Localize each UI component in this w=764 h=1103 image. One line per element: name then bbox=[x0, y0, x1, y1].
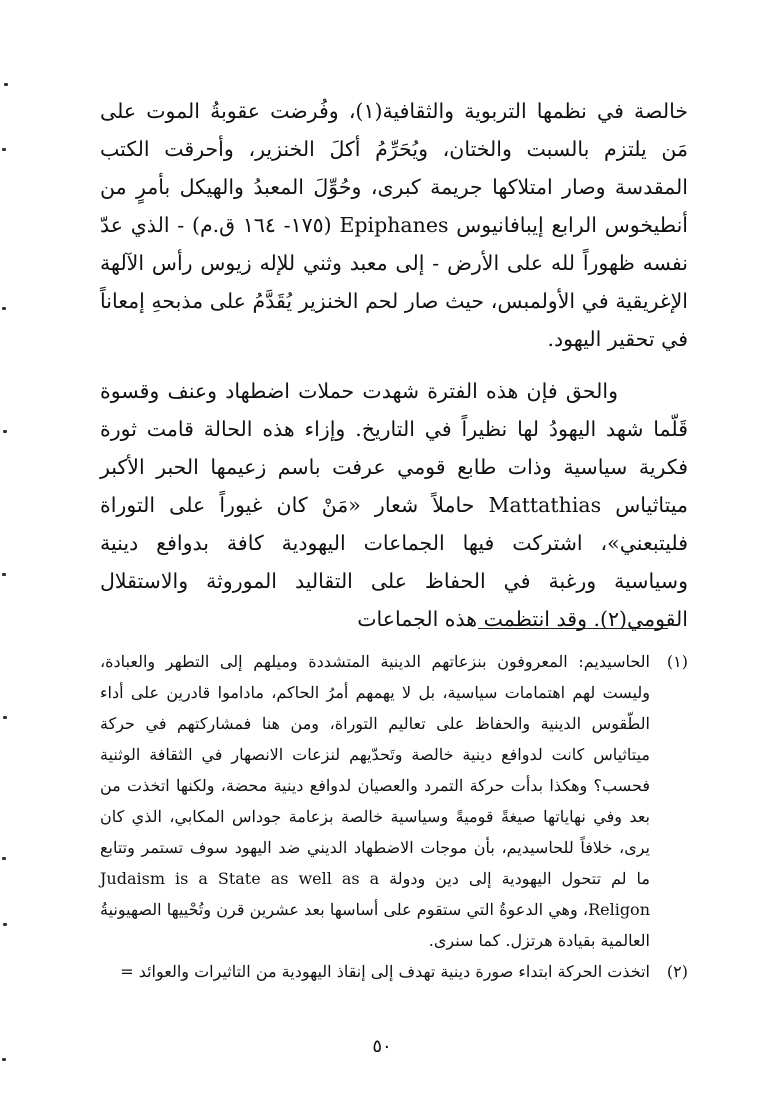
footnote-1-text: الحاسيديم: المعروفون بنزعاتهم الدينية المتشددة وميلهم إلى التطهر والعبادة، وليست لهم اهتمامات سياسية، بل لا يهمهم أمرُ الحاكم، ماداموا قادرين على أداء الطّقوس الدينية والحفاظ على تعاليم التوراة، ومن هنا فمشاركتهم في حركة ميتاثياس كانت لدوافع دينية خالصة وتَحدّيهم لنزعات الانصهار في الثقافة الوثنية فحسب؟ وهكذا بدأت حركة التمرد والعصيان لدوافع دينية محضة، ولكنها اتخذت من بعد وفي نهاياتها صيغةً قوميةً وسياسية خالصة بزعامة جوداس المكابي، الذي كان يرى، خلافاً للحاسيديم، بأن موجات الاضطهاد الديني ضد اليهود سوف تستمر وتتابع ما لم تتحول اليهودية إلى دين ودولة Judaism is a State as well as a Religon، وهي الدعوةُ التي ستقوم على أساسها بعد عشرين قرن وتُحْييها الصهيونيةُ العالمية بقيادة هرتزل. كما سنرى. bbox=[100, 652, 650, 950]
margin-mark bbox=[2, 857, 6, 860]
footnote-1-number: (١) bbox=[666, 652, 688, 671]
paragraph-2: والحق فإن هذه الفترة شهدت حملات اضطهاد وعنف وقسوة قَلّما شهد اليهودُ لها نظيراً في التاريخ. وإزاء هذه الحالة قامت ثورة فكرية سياسية وذات طابع قومي عرفت باسم زعيمها الحبر الأكبر ميتاثياس Mattathias حاملاً شعار «مَنْ كان غيوراً على التوراة فليتبعني»، اشتركت فيها الجماعات اليهودية كافة بدوافع دينية وسياسية ورغبة في الحفاظ على التقاليد الموروثة والاستقلال القومي(٢). وقد انتظمت هذه الجماعات bbox=[100, 379, 688, 631]
footnote-2-text: اتخذت الحركة ابتداء صورة دينية تهدف إلى إنقاذ اليهودية من التاثيرات والعوائد = bbox=[120, 962, 650, 981]
margin-mark bbox=[2, 148, 6, 151]
margin-mark bbox=[3, 430, 7, 433]
footnotes bbox=[100, 646, 688, 987]
footnote-separator bbox=[478, 628, 668, 629]
main-text bbox=[100, 92, 688, 638]
margin-mark bbox=[2, 307, 6, 310]
margin-mark bbox=[3, 923, 7, 926]
margin-mark bbox=[2, 1058, 6, 1061]
page-number: ٥٠ bbox=[372, 1036, 392, 1057]
footnote-1 bbox=[100, 646, 688, 956]
footnote-2 bbox=[100, 956, 688, 987]
margin-mark bbox=[4, 83, 8, 86]
margin-mark bbox=[2, 573, 6, 576]
margin-mark bbox=[3, 716, 7, 719]
footnote-2-number: (٢) bbox=[666, 962, 688, 981]
paragraph-1: خالصة في نظمها التربوية والثقافية(١)، وفُرضت عقوبةُ الموت على مَن يلتزم بالسبت والختان، ويُحَرِّمُ أكلَ الخنزير، وأحرقت الكتب المقدسة وصار امتلاكها جريمة كبرى، وحُوِّلَ المعبدُ والهيكل بأمرٍ من أنطيخوس الرابع إيبافانيوس Epiphanes (١٧٥- ١٦٤ ق.م) - الذي عدّ نفسه ظهوراً لله على الأرض - إلى معبد وثني للإله زيوس رأس الآلهة الإغريقية في الأولمبس، حيث صار لحم الخنزير يُقَدَّمُ على مذبحهِ إمعاناً في تحقير اليهود. bbox=[100, 99, 688, 351]
